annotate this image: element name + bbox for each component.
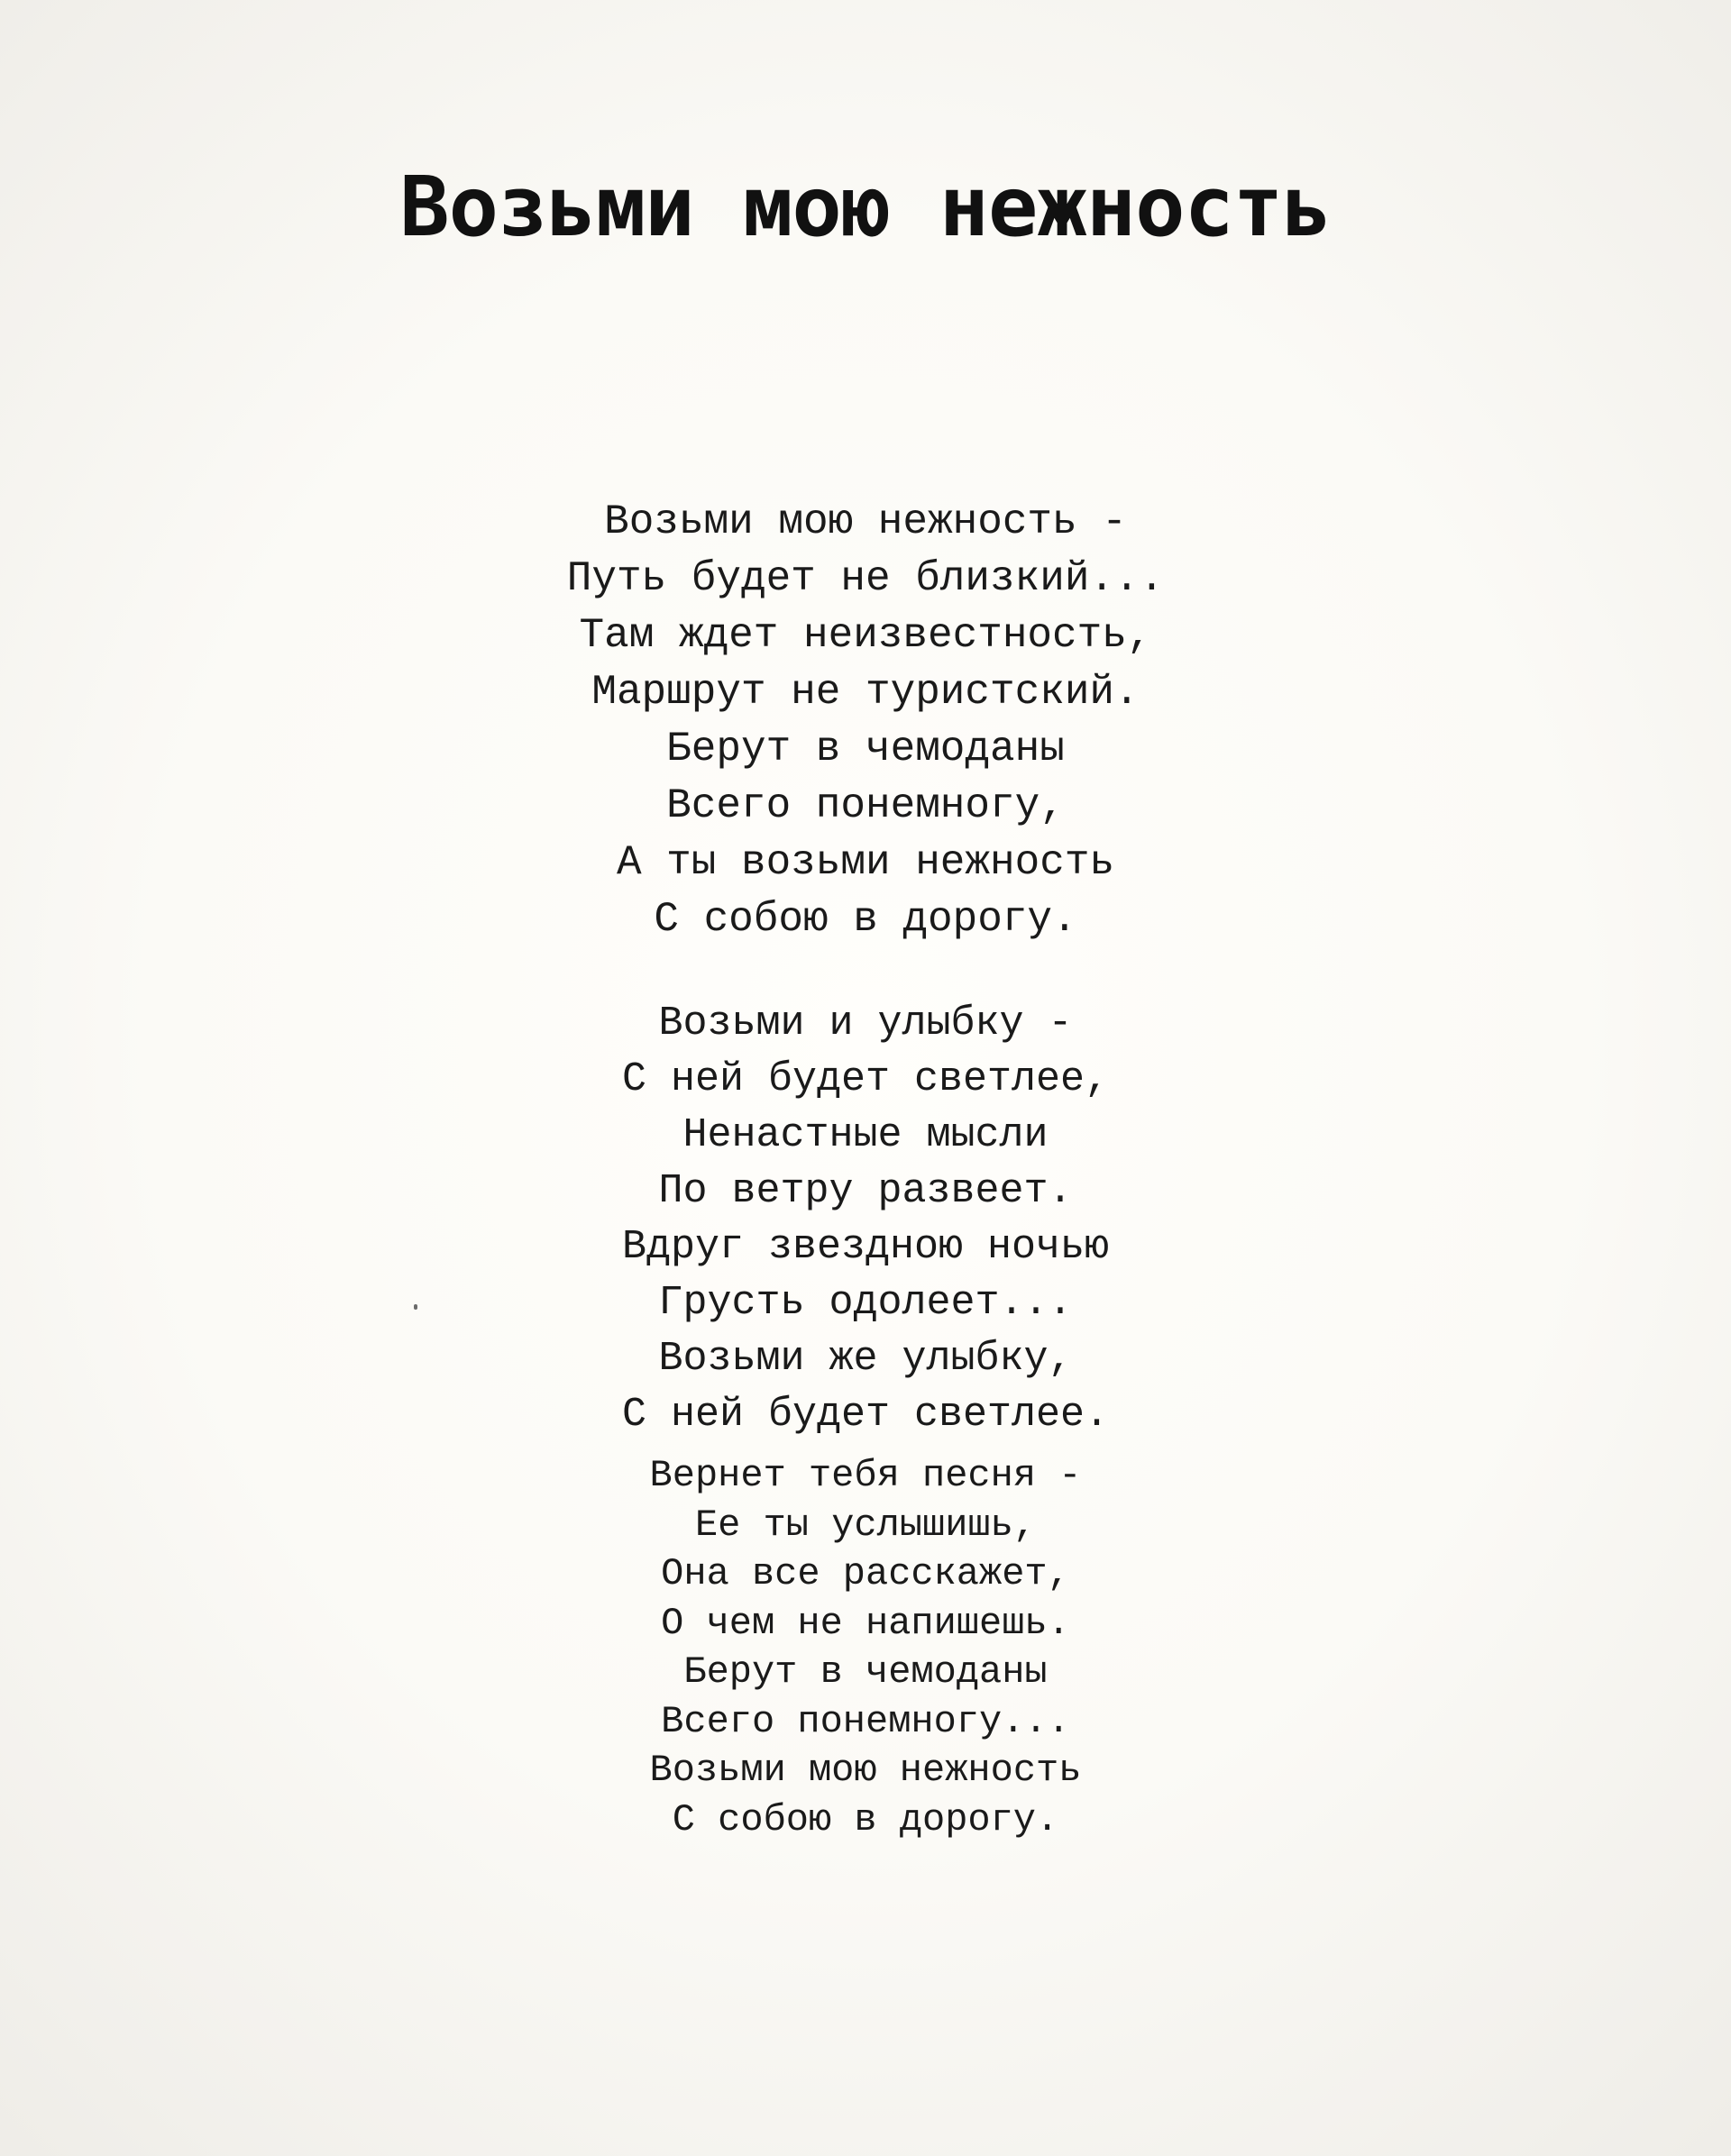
- verse-line: Грусть одолеет...: [658, 1280, 1073, 1326]
- verse-line: С ней будет светлее,: [621, 1056, 1110, 1102]
- verse-line: Вернет тебя песня -: [649, 1454, 1082, 1497]
- verse-line: Возьми мою нежность: [649, 1749, 1082, 1792]
- verse-line: С ней будет светлее.: [621, 1392, 1110, 1438]
- verse-line: С собою в дорогу.: [672, 1797, 1059, 1841]
- verse-line: Там ждет неизвестность,: [579, 612, 1152, 659]
- verse-line: Ее ты услышишь,: [694, 1503, 1037, 1547]
- verse-line: Ненастные мысли: [682, 1112, 1049, 1158]
- verse-line: С собою в дорогу.: [654, 896, 1077, 943]
- verse-line: О чем не напишешь.: [661, 1601, 1070, 1645]
- stanza-1: [0, 494, 1731, 948]
- verse-line: Возьми мою нежность -: [604, 498, 1127, 545]
- verse-line: Всего понемногу...: [661, 1699, 1070, 1743]
- verse-line: Берут в чемоданы: [683, 1650, 1048, 1694]
- verse-line: Маршрут не туристский.: [591, 669, 1140, 716]
- poem-title: Возьми мою нежность: [399, 159, 1332, 255]
- stanza-2: [0, 996, 1731, 1443]
- verse-line: Она все расскажет,: [661, 1552, 1070, 1595]
- ink-speck: [414, 1304, 417, 1310]
- verse-line: По ветру развеет.: [658, 1168, 1073, 1214]
- verse-line: Берут в чемоданы: [666, 726, 1065, 772]
- verse-line: Вдруг звездною ночью: [621, 1224, 1110, 1270]
- verse-line: Путь будет не близкий...: [566, 555, 1165, 602]
- verse-line: А ты возьми нежность: [616, 839, 1115, 886]
- verse-line: Всего понемногу,: [666, 782, 1065, 829]
- verse-line: Возьми и улыбку -: [658, 1000, 1073, 1046]
- verse-line: Возьми же улыбку,: [658, 1336, 1073, 1382]
- stanza-3: [0, 1451, 1731, 1844]
